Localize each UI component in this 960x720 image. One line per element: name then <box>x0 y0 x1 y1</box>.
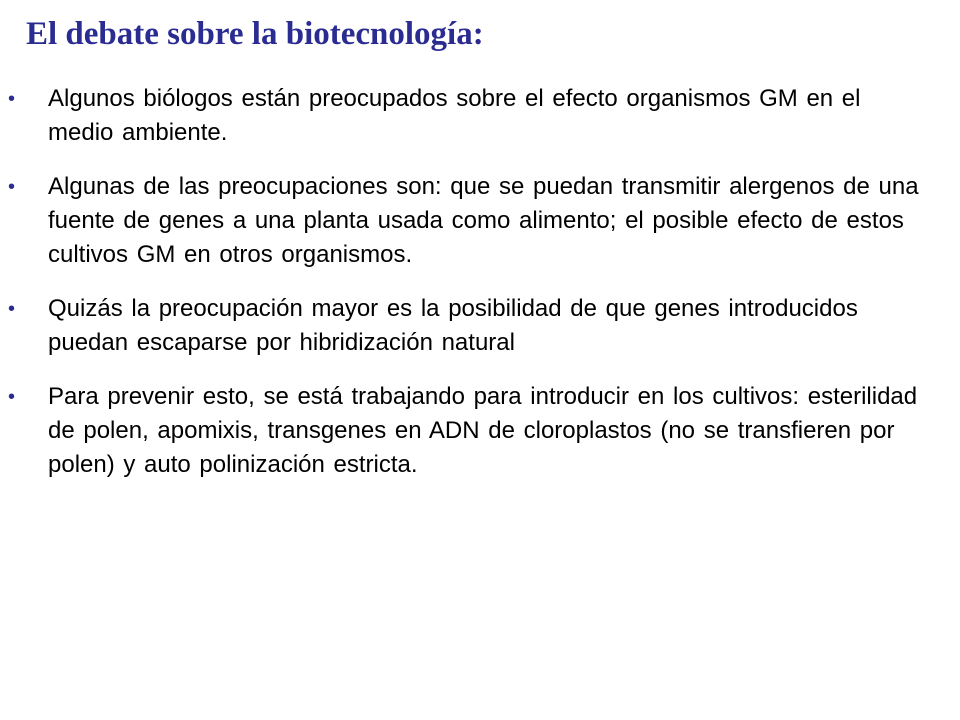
bullet-item <box>8 170 928 272</box>
slide-title: El debate sobre la biotecnología: <box>26 16 484 52</box>
bullet-text: Quizás la preocupación mayor es la posibilidad de que genes introducidos puedan escaparse por hibridización natural <box>48 295 858 356</box>
bullet-dot-icon: • <box>8 176 16 198</box>
bullet-text: Algunas de las preocupaciones son: que se puedan transmitir alergenos de una fuente de genes a una planta usada como alimento; el posible efecto de estos cultivos GM en otros organismos. <box>48 173 919 268</box>
bullet-text: Para prevenir esto, se está trabajando para introducir en los cultivos: esterilidad de polen, apomixis, transgenes en ADN de cloroplastos (no se transfieren por polen) y auto polinización estricta. <box>48 383 918 478</box>
bullet-item <box>8 292 928 360</box>
bullet-item <box>8 380 928 482</box>
bullet-list <box>8 82 928 502</box>
bullet-text: Algunos biólogos están preocupados sobre el efecto organismos GM en el medio ambiente. <box>48 85 861 146</box>
bullet-dot-icon: • <box>8 386 16 408</box>
bullet-item <box>8 82 928 150</box>
bullet-dot-icon: • <box>8 88 16 110</box>
bullet-dot-icon: • <box>8 298 16 320</box>
